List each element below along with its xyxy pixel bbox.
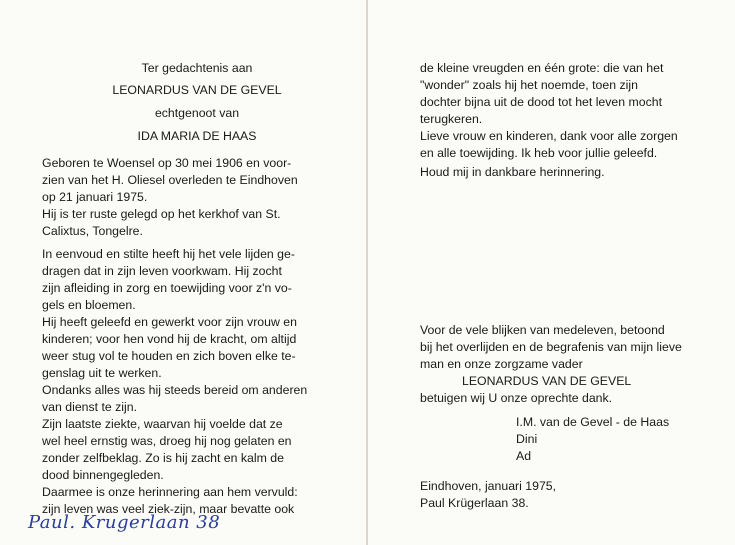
paragraph-1-line-2: dragen dat in zijn leven voorkwam. Hij zocht <box>42 264 282 278</box>
signature-1: I.M. van de Gevel - de Haas <box>516 415 670 429</box>
birth-line-1: Geboren te Woensel op 30 mei 1906 en voor- <box>42 156 292 170</box>
thanks-line-2: bij het overlijden en de begrafenis van mijn lieve <box>420 340 682 354</box>
paragraph-5-line-2: zijn leven was veel ziek-zijn, maar bevatte ook <box>42 502 295 516</box>
card-fold <box>366 0 368 545</box>
continuation-line-5: Lieve vrouw en kinderen, dank voor alle zorgen <box>420 129 678 143</box>
handwritten-address: Paul. Krugerlaan 38 <box>28 512 221 533</box>
birth-line-2: zien van het H. Oliesel overleden te Eindhoven <box>42 173 298 187</box>
paragraph-4-line-4: dood binnengegleden. <box>42 468 164 482</box>
paragraph-2-line-1: Hij heeft geleefd en gewerkt voor zijn vrouw en <box>42 315 297 329</box>
spouse-name: IDA MARIA DE HAAS <box>137 129 257 143</box>
in-memory-line: Ter gedachtenis aan <box>141 61 253 75</box>
paragraph-2-line-2: kinderen; voor hen vond hij de kracht, om altijd <box>42 332 297 346</box>
signature-2: Dini <box>516 432 538 446</box>
paragraph-3-line-2: van dienst te zijn. <box>42 400 138 414</box>
continuation-line-6: en alle toewijding. Ik heb voor jullie geleefd. <box>420 146 658 160</box>
paragraph-1-line-4: gels en bloemen. <box>42 298 136 312</box>
deceased-name: LEONARDUS VAN DE GEVEL <box>112 83 282 97</box>
paragraph-2-line-3: weer stug vol te houden en zich boven elke te- <box>42 349 296 363</box>
signature-3: Ad <box>516 449 532 463</box>
paragraph-1-line-3: zijn afleiding in zorg en toewijding voor z'n vo- <box>42 281 292 295</box>
paragraph-4-line-1: Zijn laatste ziekte, waarvan hij voelde dat ze <box>42 417 283 431</box>
paragraph-5-line-1: Daarmee is onze herinnering aan hem vervuld: <box>42 485 298 499</box>
thanks-line-5: betuigen wij U onze oprechte dank. <box>420 391 613 405</box>
thanks-name: LEONARDUS VAN DE GEVEL <box>462 374 632 388</box>
paragraph-1-line-1: In eenvoud en stilte heeft hij het vele lijden ge- <box>42 247 295 261</box>
burial-line-2: Calixtus, Tongelre. <box>42 224 143 238</box>
burial-line-1: Hij is ter ruste gelegd op het kerkhof van St. <box>42 207 281 221</box>
paragraph-4-line-3: zonder zelfbeklag. Zo is hij zacht en kalm de <box>42 451 284 465</box>
thanks-line-1: Voor de vele blijken van medeleven, betoond <box>420 323 665 337</box>
continuation-line-1: de kleine vreugden en één grote: die van het <box>420 61 664 75</box>
address: Paul Krügerlaan 38. <box>420 496 529 510</box>
continuation-line-3: dochter bijna uit de dood tot het leven mocht <box>420 95 662 109</box>
paragraph-2-line-4: genslag uit te werken. <box>42 366 162 380</box>
closing-line: Houd mij in dankbare herinnering. <box>420 165 605 179</box>
continuation-line-2: "wonder" zoals hij het noemde, toen zijn <box>420 78 638 92</box>
spouse-label: echtgenoot van <box>154 106 240 120</box>
place-date: Eindhoven, januari 1975, <box>420 479 557 493</box>
continuation-line-4: terugkeren. <box>420 112 483 126</box>
paragraph-3-line-1: Ondanks alles was hij steeds bereid om anderen <box>42 383 308 397</box>
paragraph-4-line-2: wel heel ernstig was, droeg hij nog gelaten en <box>42 434 292 448</box>
thanks-line-3: man en onze zorgzame vader <box>420 357 583 371</box>
birth-line-3: op 21 januari 1975. <box>42 190 148 204</box>
